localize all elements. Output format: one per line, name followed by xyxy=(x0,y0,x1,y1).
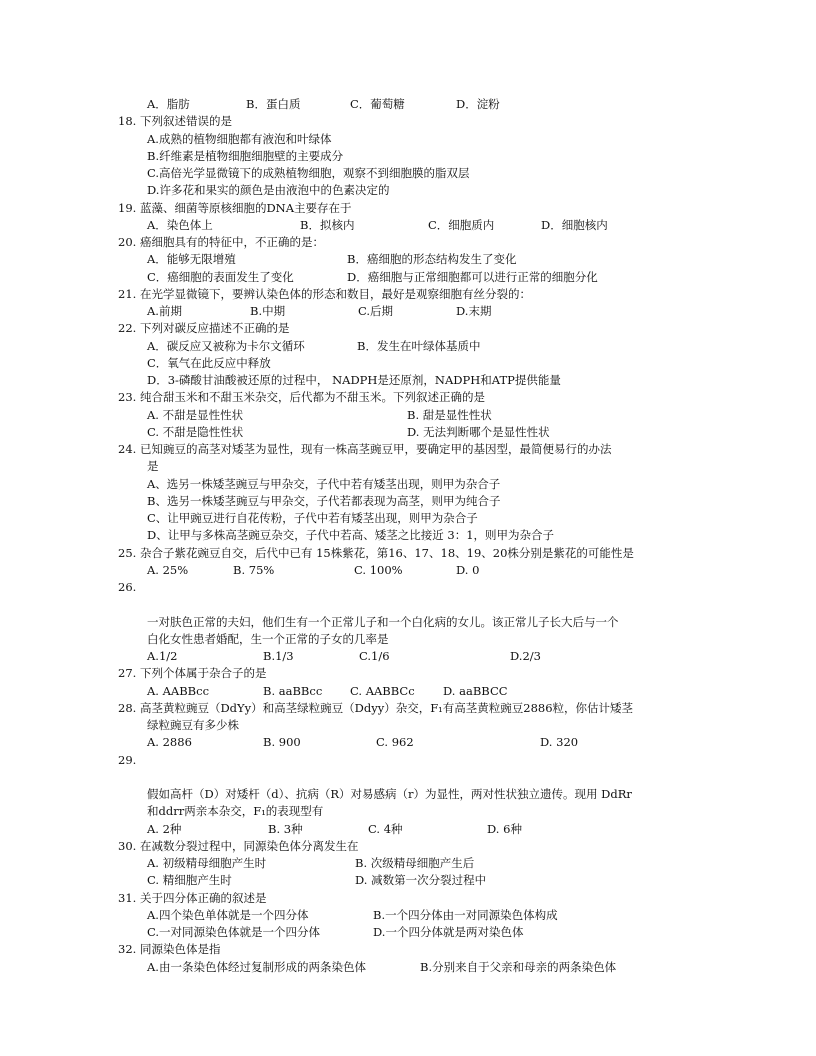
option-text: B. 3种 xyxy=(268,822,303,836)
option-text: D. 320 xyxy=(540,735,579,749)
question-stem: 26. xyxy=(118,580,137,594)
option-text: B.分别来自于父亲和母亲的两条染色体 xyxy=(420,960,617,974)
option-text: B.一个四分体由一对同源染色体构成 xyxy=(373,908,558,922)
option-text: A．脂肪 xyxy=(147,97,190,111)
option-text: A.成熟的植物细胞都有液泡和叶绿体 xyxy=(147,132,332,146)
question-stem: 27. 下列个体属于杂合子的是 xyxy=(118,666,267,680)
option-text: C. 100% xyxy=(354,563,403,577)
option-text: A．能够无限增殖 xyxy=(147,252,236,266)
option-text: B．发生在叶绿体基质中 xyxy=(357,339,481,353)
option-text: A. 25% xyxy=(147,563,189,577)
question-stem: 22. 下列对碳反应描述不正确的是 xyxy=(118,321,290,335)
option-text: D.2/3 xyxy=(510,649,541,663)
option-text: D．淀粉 xyxy=(456,97,500,111)
option-text: A. AABBcc xyxy=(147,684,210,698)
option-text: D. 6种 xyxy=(487,822,522,836)
option-text: D. aaBBCC xyxy=(443,684,508,698)
option-text: C. 962 xyxy=(376,735,414,749)
option-text: C.后期 xyxy=(358,304,394,318)
option-text: A.由一条染色体经过复制形成的两条染色体 xyxy=(147,960,366,974)
question-stem: 29. xyxy=(118,753,137,767)
option-text: A. 不甜是显性性状 xyxy=(147,408,244,422)
option-text: 白化女性患者婚配，生一个正常的子女的几率是 xyxy=(147,632,389,646)
option-text: B、选另一株矮茎豌豆与甲杂交，子代若都表现为高茎，则甲为纯合子 xyxy=(147,494,501,508)
question-stem: 19. 蓝藻、细菌等原核细胞的DNA主要存在于 xyxy=(118,201,352,215)
option-text: C．氧气在此反应中释放 xyxy=(147,356,271,370)
option-text: C. 4种 xyxy=(368,822,403,836)
option-text: C.一对同源染色体就是一个四分体 xyxy=(147,925,321,939)
option-text: D.末期 xyxy=(456,304,492,318)
option-text: C.高倍光学显微镜下的成熟植物细胞，观察不到细胞膜的脂双层 xyxy=(147,166,470,180)
option-text: C、让甲豌豆进行自花传粉，子代中若有矮茎出现，则甲为杂合子 xyxy=(147,511,478,525)
question-stem: 18. 下列叙述错误的是 xyxy=(118,114,232,128)
option-text: D. 减数第一次分裂过程中 xyxy=(355,873,487,887)
option-text: B.1/3 xyxy=(263,649,294,663)
option-text: C. 不甜是隐性性状 xyxy=(147,425,244,439)
option-text: C．葡萄糖 xyxy=(350,97,405,111)
option-text: D、让甲与多株高茎豌豆杂交，子代中若高、矮茎之比接近 3：1，则甲为杂合子 xyxy=(147,528,555,542)
option-text: B．癌细胞的形态结构发生了变化 xyxy=(347,252,517,266)
option-text: B．拟核内 xyxy=(300,218,355,232)
option-text: A.四个染色单体就是一个四分体 xyxy=(147,908,309,922)
option-text: D. 无法判断哪个是显性性状 xyxy=(407,425,550,439)
option-text: D．3-磷酸甘油酸被还原的过程中， NADPH是还原剂，NADPH和ATP提供能量 xyxy=(147,373,561,387)
option-text: 绿粒豌豆有多少株 xyxy=(147,718,239,732)
question-stem: 23. 纯合甜玉米和不甜玉米杂交，后代都为不甜玉米。下列叙述正确的是 xyxy=(118,390,485,404)
option-text: 一对肤色正常的夫妇，他们生有一个正常儿子和一个白化病的女儿。该正常儿子长大后与一个 xyxy=(147,615,619,629)
question-stem: 28. 高茎黄粒豌豆（DdYy）和高茎绿粒豌豆（Ddyy）杂交，F₁有高茎黄粒豌豆2886粒，你估计矮茎 xyxy=(118,701,634,715)
option-text: D．癌细胞与正常细胞都可以进行正常的细胞分化 xyxy=(347,270,598,284)
option-text: A.1/2 xyxy=(147,649,178,663)
option-text: C．细胞质内 xyxy=(428,218,495,232)
question-stem: 24. 已知豌豆的高茎对矮茎为显性，现有一株高茎豌豆甲，要确定甲的基因型，最简便易行的办法 xyxy=(118,442,612,456)
option-text: B. 900 xyxy=(263,735,301,749)
option-text: A. 2886 xyxy=(147,735,192,749)
question-stem: 21. 在光学显微镜下，要辨认染色体的形态和数目，最好是观察细胞有丝分裂的： xyxy=(118,287,531,301)
option-text: D.一个四分体就是两对染色体 xyxy=(373,925,524,939)
option-text: A．碳反应又被称为卡尔文循环 xyxy=(147,339,305,353)
question-stem: 20. 癌细胞具有的特征中，不正确的是： xyxy=(118,235,324,249)
option-text: A．染色体上 xyxy=(147,218,213,232)
question-stem: 32. 同源染色体是指 xyxy=(118,942,221,956)
option-text: D. 0 xyxy=(456,563,480,577)
option-text: 假如高杆（D）对矮杆（d）、抗病（R）对易感病（r）为显性，两对性状独立遗传。现用 DdRr xyxy=(147,787,632,801)
option-text: B. 甜是显性性状 xyxy=(407,408,492,422)
option-text: B. aaBBcc xyxy=(263,684,323,698)
option-text: B.中期 xyxy=(250,304,286,318)
question-stem: 30. 在减数分裂过程中，同源染色体分离发生在 xyxy=(118,839,359,853)
option-text: A. 2种 xyxy=(147,822,182,836)
option-text: C. AABBCc xyxy=(350,684,415,698)
option-text: C．癌细胞的表面发生了变化 xyxy=(147,270,294,284)
option-text: 是 xyxy=(147,459,159,473)
option-text: D．细胞核内 xyxy=(541,218,608,232)
option-text: C.1/6 xyxy=(359,649,390,663)
option-text: 和ddrr两亲本杂交，F₁的表现型有 xyxy=(147,804,324,818)
option-text: D.许多花和果实的颜色是由液泡中的色素决定的 xyxy=(147,183,390,197)
option-text: A.前期 xyxy=(147,304,182,318)
question-stem: 31. 关于四分体正确的叙述是 xyxy=(118,891,267,905)
option-text: B.纤维素是植物细胞细胞壁的主要成分 xyxy=(147,149,344,163)
option-text: C. 精细胞产生时 xyxy=(147,873,232,887)
option-text: B．蛋白质 xyxy=(246,97,301,111)
option-text: B. 次级精母细胞产生后 xyxy=(355,856,475,870)
option-text: A、选另一株矮茎豌豆与甲杂交，子代中若有矮茎出现，则甲为杂合子 xyxy=(147,477,501,491)
option-text: B. 75% xyxy=(233,563,275,577)
question-stem: 25. 杂合子紫花豌豆自交，后代中已有 15株紫花，第16、17、18、19、20株分别是紫花的可能性是 xyxy=(118,546,634,560)
option-text: A. 初级精母细胞产生时 xyxy=(147,856,267,870)
